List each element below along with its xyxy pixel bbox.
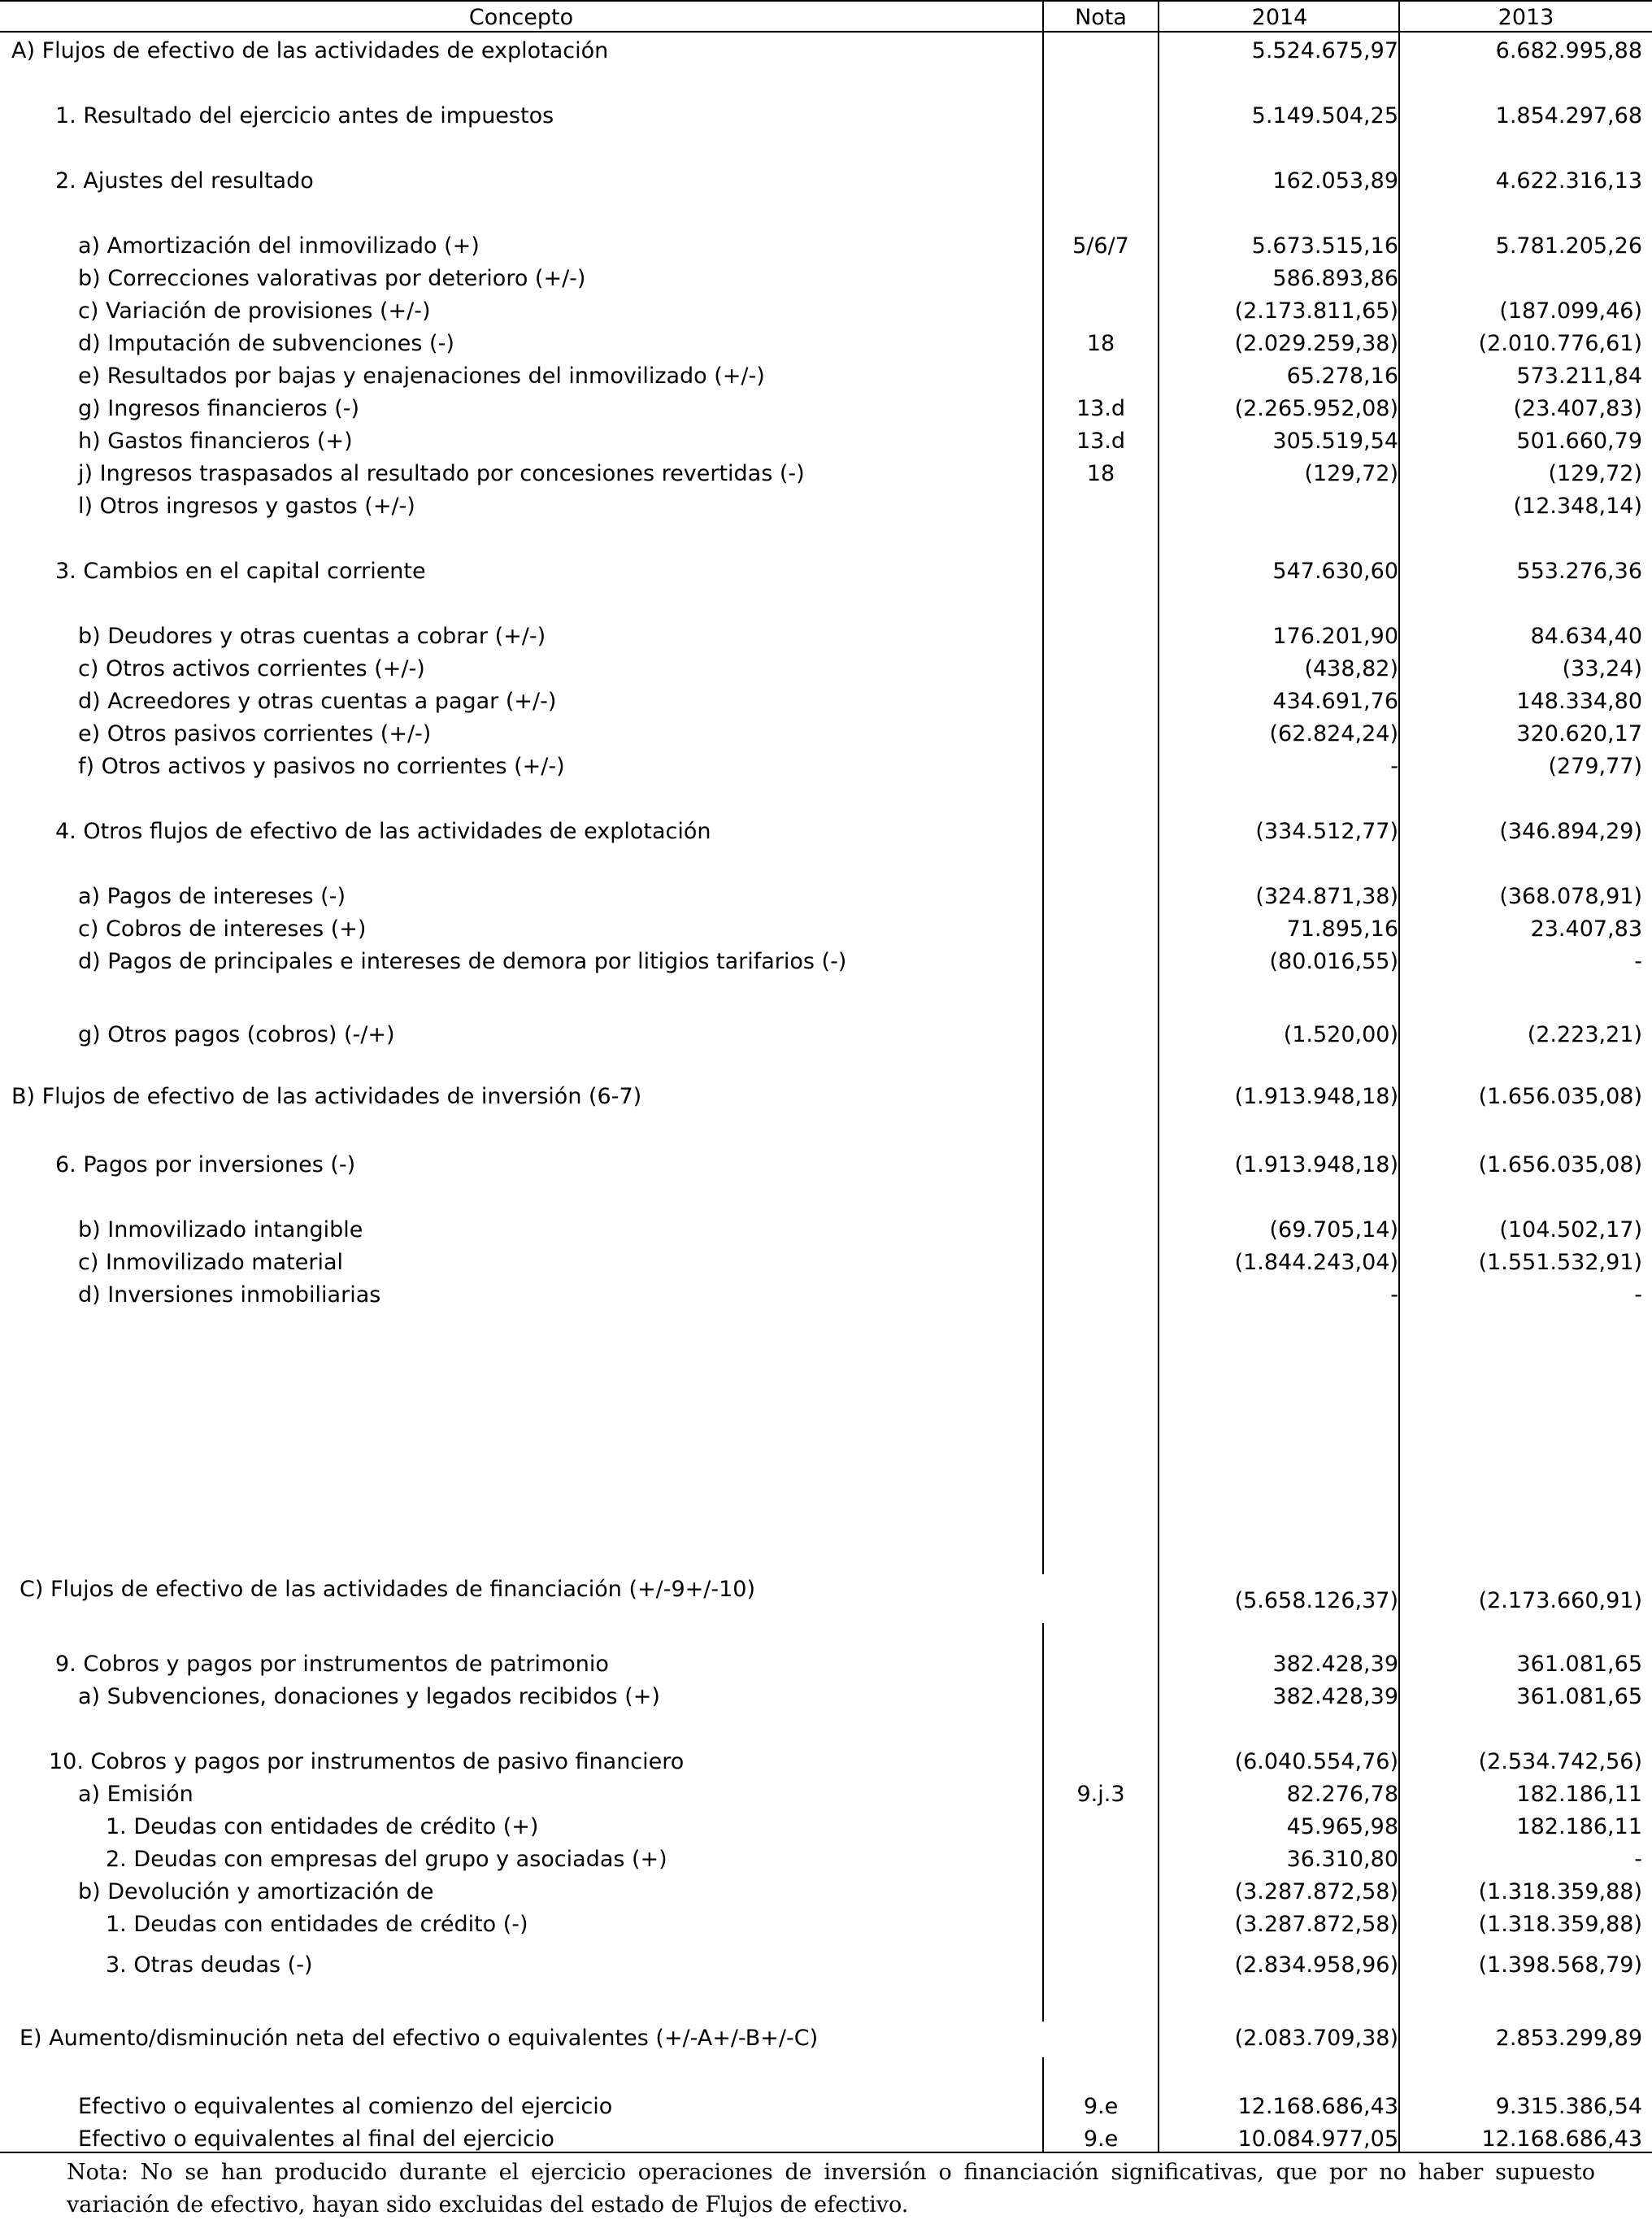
row-value-2014: (2.265.952,08) bbox=[1234, 396, 1398, 421]
row-value-2014: (438,82) bbox=[1304, 656, 1398, 681]
row-concept: g) Otros pagos (cobros) (-/+) bbox=[78, 1022, 395, 1047]
row-value-2013: (1.318.359,88) bbox=[1478, 1912, 1642, 1937]
row-value-2013: - bbox=[1634, 1282, 1642, 1308]
row-value-2014: 382.428,39 bbox=[1272, 1684, 1398, 1709]
row-concept: d) Pagos de principales e intereses de demora por litigios tarifarios (-) bbox=[78, 949, 847, 974]
row-concept: f) Otros activos y pasivos no corrientes (+/-) bbox=[78, 754, 565, 779]
row-concept: a) Pagos de intereses (-) bbox=[78, 884, 346, 909]
row-value-2013: (1.656.035,08) bbox=[1478, 1084, 1642, 1109]
row-concept: b) Devolución y amortización de bbox=[78, 1879, 434, 1904]
footnote: Nota: No se han producido durante el ejercicio operaciones de inversión o financiación significativas, que por no haber supuesto variación de efectivo, hayan sido excluidas del estado de Flujos de efectivo. bbox=[67, 2160, 1595, 2217]
row-value-2014: (3.287.872,58) bbox=[1234, 1879, 1398, 1904]
row-value-2013: (104.502,17) bbox=[1499, 1217, 1642, 1243]
row-value-2013: (187.099,46) bbox=[1499, 298, 1642, 324]
row-value-2013: (12.348,14) bbox=[1513, 494, 1642, 519]
row-nota: 13.d bbox=[1076, 429, 1126, 454]
row-value-2013: 6.682.995,88 bbox=[1495, 38, 1642, 63]
row-concept: B) Flujos de efectivo de las actividades de inversión (6-7) bbox=[11, 1084, 642, 1109]
row-value-2014: 305.519,54 bbox=[1272, 429, 1398, 454]
row-concept: c) Cobros de intereses (+) bbox=[78, 916, 367, 942]
header-2013: 2013 bbox=[1400, 0, 1652, 33]
row-value-2014: (2.029.259,38) bbox=[1234, 331, 1398, 356]
row-concept: a) Amortización del inmovilizado (+) bbox=[78, 233, 480, 259]
row-value-2013: (23.407,83) bbox=[1513, 396, 1642, 421]
column-divider-nota-right bbox=[1158, 0, 1159, 2153]
header-concepto: Concepto bbox=[0, 0, 1042, 33]
row-value-2013: 84.634,40 bbox=[1530, 624, 1642, 649]
column-divider-nota-left-middle bbox=[1042, 1623, 1044, 2022]
row-value-2013: 361.081,65 bbox=[1516, 1652, 1642, 1677]
row-value-2013: 5.781.205,26 bbox=[1495, 233, 1642, 259]
row-value-2013: (1.318.359,88) bbox=[1478, 1879, 1642, 1904]
row-value-2014: 547.630,60 bbox=[1272, 559, 1398, 584]
row-value-2013: 573.211,84 bbox=[1516, 363, 1642, 389]
row-value-2013: (368.078,91) bbox=[1499, 884, 1642, 909]
row-value-2013: 2.853.299,89 bbox=[1495, 2026, 1642, 2051]
row-value-2014: (334.512,77) bbox=[1255, 819, 1398, 844]
row-value-2013: 361.081,65 bbox=[1516, 1684, 1642, 1709]
row-value-2014: 586.893,86 bbox=[1272, 266, 1398, 291]
row-value-2014: (5.658.126,37) bbox=[1234, 1588, 1398, 1613]
row-concept: 3. Otras deudas (-) bbox=[106, 1952, 313, 1978]
row-concept: 2. Ajustes del resultado bbox=[55, 168, 314, 194]
row-value-2013: (1.656.035,08) bbox=[1478, 1152, 1642, 1177]
row-value-2014: (6.040.554,76) bbox=[1234, 1749, 1398, 1774]
row-value-2014: (1.913.948,18) bbox=[1234, 1084, 1398, 1109]
row-nota: 18 bbox=[1086, 461, 1115, 486]
row-value-2013: (2.534.742,56) bbox=[1478, 1749, 1642, 1774]
row-nota: 9.e bbox=[1083, 2126, 1119, 2152]
row-concept: Efectivo o equivalentes al final del ejercicio bbox=[78, 2126, 554, 2152]
row-value-2014: (2.834.958,96) bbox=[1234, 1952, 1398, 1978]
row-concept: b) Deudores y otras cuentas a cobrar (+/-) bbox=[78, 624, 546, 649]
row-value-2014: 434.691,76 bbox=[1272, 689, 1398, 714]
row-value-2014: (129,72) bbox=[1304, 461, 1398, 486]
row-value-2014: - bbox=[1390, 1282, 1398, 1308]
row-value-2014: 65.278,16 bbox=[1286, 363, 1398, 389]
row-concept: 6. Pagos por inversiones (-) bbox=[55, 1152, 356, 1177]
row-value-2013: 1.854.297,68 bbox=[1495, 103, 1642, 128]
row-value-2014: 36.310,80 bbox=[1286, 1847, 1398, 1872]
row-concept: a) Emisión bbox=[78, 1782, 193, 1807]
row-concept: c) Inmovilizado material bbox=[78, 1250, 343, 1275]
row-value-2014: (2.083.709,38) bbox=[1234, 2026, 1398, 2051]
row-value-2014: 5.149.504,25 bbox=[1251, 103, 1398, 128]
row-concept: 1. Deudas con entidades de crédito (-) bbox=[106, 1912, 528, 1937]
row-value-2014: 5.524.675,97 bbox=[1251, 38, 1398, 63]
row-value-2014: 71.895,16 bbox=[1286, 916, 1398, 942]
row-value-2014: (2.173.811,65) bbox=[1234, 298, 1398, 324]
row-concept: c) Variación de provisiones (+/-) bbox=[78, 298, 431, 324]
row-nota: 18 bbox=[1086, 331, 1115, 356]
row-value-2013: (346.894,29) bbox=[1499, 819, 1642, 844]
row-value-2013: 23.407,83 bbox=[1530, 916, 1642, 942]
row-value-2013: (279,77) bbox=[1548, 754, 1642, 779]
row-concept: e) Otros pasivos corrientes (+/-) bbox=[78, 721, 432, 746]
row-concept: h) Gastos financieros (+) bbox=[78, 429, 353, 454]
row-concept: A) Flujos de efectivo de las actividades de explotación bbox=[11, 38, 609, 63]
row-concept: e) Resultados por bajas y enajenaciones del inmovilizado (+/-) bbox=[78, 363, 765, 389]
row-concept: 2. Deudas con empresas del grupo y asociadas (+) bbox=[106, 1847, 667, 1872]
row-concept: b) Correcciones valorativas por deterioro (+/-) bbox=[78, 266, 586, 291]
row-value-2014: - bbox=[1390, 754, 1398, 779]
row-concept: d) Imputación de subvenciones (-) bbox=[78, 331, 454, 356]
row-value-2014: 10.084.977,05 bbox=[1237, 2126, 1398, 2152]
row-value-2014: 45.965,98 bbox=[1286, 1814, 1398, 1839]
row-concept: c) Otros activos corrientes (+/-) bbox=[78, 656, 425, 681]
row-value-2014: (62.824,24) bbox=[1269, 721, 1398, 746]
row-value-2014: 176.201,90 bbox=[1272, 624, 1398, 649]
row-concept: g) Ingresos financieros (-) bbox=[78, 396, 360, 421]
row-concept: E) Aumento/disminución neta del efectivo o equivalentes (+/-A+/-B+/-C) bbox=[20, 2026, 819, 2051]
row-concept: 1. Resultado del ejercicio antes de impuestos bbox=[55, 103, 554, 128]
row-value-2014: (1.913.948,18) bbox=[1234, 1152, 1398, 1177]
row-value-2013: (33,24) bbox=[1562, 656, 1642, 681]
row-value-2013: 501.660,79 bbox=[1516, 429, 1642, 454]
row-nota: 9.e bbox=[1083, 2094, 1119, 2119]
row-value-2014: (1.520,00) bbox=[1283, 1022, 1398, 1047]
row-value-2013: 148.334,80 bbox=[1516, 689, 1642, 714]
row-concept: Efectivo o equivalentes al comienzo del ejercicio bbox=[78, 2094, 613, 2119]
row-value-2013: 12.168.686,43 bbox=[1481, 2126, 1642, 2152]
row-concept: 1. Deudas con entidades de crédito (+) bbox=[106, 1814, 539, 1839]
row-concept: 3. Cambios en el capital corriente bbox=[55, 559, 426, 584]
row-value-2014: 162.053,89 bbox=[1272, 168, 1398, 194]
row-value-2014: (80.016,55) bbox=[1269, 949, 1398, 974]
row-concept: b) Inmovilizado intangible bbox=[78, 1217, 363, 1243]
row-value-2013: - bbox=[1634, 1847, 1642, 1872]
row-value-2013: 553.276,36 bbox=[1516, 559, 1642, 584]
row-concept: l) Otros ingresos y gastos (+/-) bbox=[78, 494, 415, 519]
row-value-2014: 5.673.515,16 bbox=[1251, 233, 1398, 259]
row-value-2014: 82.276,78 bbox=[1286, 1782, 1398, 1807]
row-value-2013: 182.186,11 bbox=[1516, 1782, 1642, 1807]
row-concept: 9. Cobros y pagos por instrumentos de patrimonio bbox=[55, 1652, 609, 1677]
row-value-2013: (1.551.532,91) bbox=[1478, 1250, 1642, 1275]
row-value-2013: (1.398.568,79) bbox=[1478, 1952, 1642, 1978]
row-value-2014: 382.428,39 bbox=[1272, 1652, 1398, 1677]
row-value-2014: (69.705,14) bbox=[1269, 1217, 1398, 1243]
row-concept: 4. Otros flujos de efectivo de las actividades de explotación bbox=[55, 819, 711, 844]
header-2014: 2014 bbox=[1159, 0, 1400, 33]
row-concept: a) Subvenciones, donaciones y legados recibidos (+) bbox=[78, 1684, 660, 1709]
header-nota: Nota bbox=[1042, 0, 1159, 33]
row-value-2013: 182.186,11 bbox=[1516, 1814, 1642, 1839]
row-concept: d) Inversiones inmobiliarias bbox=[78, 1282, 381, 1308]
row-value-2013: 320.620,17 bbox=[1516, 721, 1642, 746]
row-value-2013: (2.223,21) bbox=[1527, 1022, 1642, 1047]
row-concept: 10. Cobros y pagos por instrumentos de pasivo financiero bbox=[49, 1749, 685, 1774]
row-value-2014: (3.287.872,58) bbox=[1234, 1912, 1398, 1937]
row-nota: 13.d bbox=[1076, 396, 1126, 421]
row-value-2013: 4.622.316,13 bbox=[1495, 168, 1642, 194]
row-concept: C) Flujos de efectivo de las actividades de financiación (+/-9+/-10) bbox=[20, 1577, 756, 1602]
row-nota: 5/6/7 bbox=[1072, 233, 1129, 259]
row-value-2014: 12.168.686,43 bbox=[1237, 2094, 1398, 2119]
row-value-2013: (2.010.776,61) bbox=[1478, 331, 1642, 356]
row-value-2013: - bbox=[1634, 949, 1642, 974]
row-value-2013: (2.173.660,91) bbox=[1478, 1588, 1642, 1613]
row-concept: d) Acreedores y otras cuentas a pagar (+/-) bbox=[78, 689, 557, 714]
row-nota: 9.j.3 bbox=[1076, 1782, 1125, 1807]
row-value-2014: (324.871,38) bbox=[1255, 884, 1398, 909]
row-value-2013: (129,72) bbox=[1548, 461, 1642, 486]
row-value-2014: (1.844.243,04) bbox=[1234, 1250, 1398, 1275]
row-value-2013: 9.315.386,54 bbox=[1495, 2094, 1642, 2119]
row-concept: j) Ingresos traspasados al resultado por concesiones revertidas (-) bbox=[78, 461, 805, 486]
